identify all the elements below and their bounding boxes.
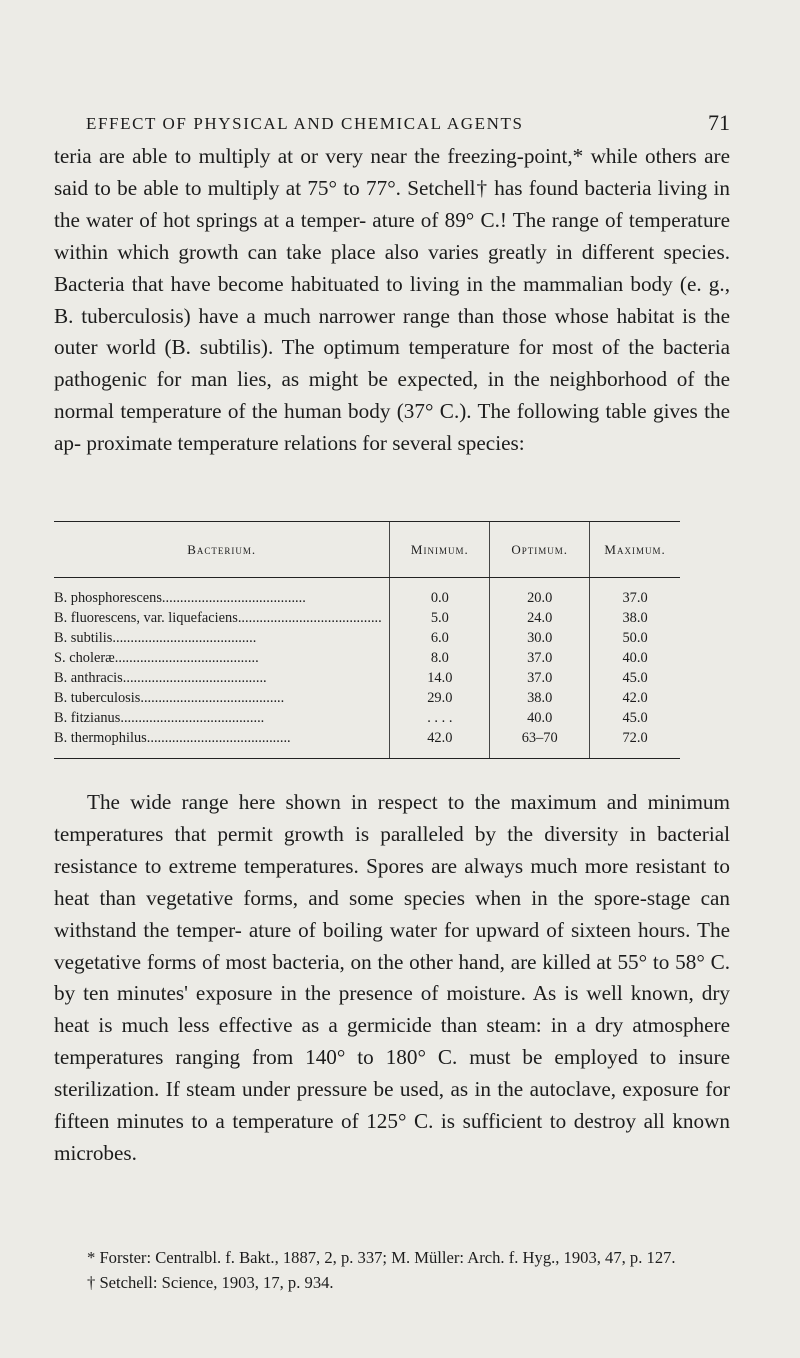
page-header [86, 108, 730, 138]
footnotes [54, 1245, 730, 1295]
temperature-table [54, 521, 680, 759]
footnote-forster: * Forster: Centralbl. f. Bakt., 1887, 2, p. 337; M. Müller: Arch. f. Hyg., 1903, 47, p. 127. [87, 1248, 676, 1267]
table-row [54, 648, 680, 668]
minimum-cell: 29.0 [390, 688, 490, 708]
header-bacterium: Bacterium. [54, 522, 390, 578]
minimum-cell: 14.0 [390, 668, 490, 688]
bacterium-name: B. tuberculosis........................................ [54, 690, 285, 706]
optimum-cell: 37.0 [490, 668, 590, 688]
maximum-cell: 50.0 [590, 628, 680, 648]
maximum-cell: 45.0 [590, 708, 680, 728]
bacterium-name: B. thermophilus........................................ [54, 728, 390, 759]
bacterium-name: B. subtilis........................................ [54, 630, 257, 646]
minimum-cell: . . . . [390, 708, 490, 728]
maximum-cell: 45.0 [590, 668, 680, 688]
table-row [54, 608, 680, 628]
table-row [54, 668, 680, 688]
footnote-setchell: † Setchell: Science, 1903, 17, p. 934. [87, 1273, 334, 1292]
maximum-cell: 40.0 [590, 648, 680, 668]
minimum-cell: 8.0 [390, 648, 490, 668]
optimum-cell: 63–70 [490, 728, 590, 759]
minimum-cell: 6.0 [390, 628, 490, 648]
bacterium-name: B. fitzianus........................................ [54, 710, 265, 726]
running-head: EFFECT OF PHYSICAL AND CHEMICAL AGENTS [86, 114, 524, 133]
minimum-cell: 0.0 [390, 578, 490, 609]
paragraph-resistance: The wide range here shown in respect to the maximum and minimum temperatures that permit growth is paralleled by the diversity in bacterial resistance to extreme temperatures. Spores are always much more resistant to heat than vegetative forms, and some species when in the spore-stage can withstand the temper- ature of boiling water for upward of sixteen hours. The vegetative forms of most bacteria, on the other hand, are killed at 55° to 58° C. by ten minutes' exposure in the presence of moisture. As is well known, dry heat is much less effective as a germicide than steam: in a dry atmosphere temperatures ranging from 140° to 180° C. must be employed to insure sterilization. If steam under pressure be used, as in the autoclave, exposure for fifteen minutes to a temperature of 125° C. is sufficient to destroy all known microbes. [54, 790, 730, 1165]
table-row [54, 578, 680, 609]
optimum-cell: 24.0 [490, 608, 590, 628]
bacterium-name: B. phosphorescens........................................ [54, 590, 306, 606]
table-row [54, 628, 680, 648]
maximum-cell: 37.0 [590, 578, 680, 609]
optimum-cell: 30.0 [490, 628, 590, 648]
table-row [54, 708, 680, 728]
optimum-cell: 37.0 [490, 648, 590, 668]
optimum-cell: 40.0 [490, 708, 590, 728]
table-header-row [54, 522, 680, 578]
minimum-cell: 5.0 [390, 608, 490, 628]
header-optimum: Optimum. [490, 522, 590, 578]
header-maximum: Maximum. [590, 522, 680, 578]
table-row [54, 688, 680, 708]
page-number: 71 [708, 110, 730, 135]
table-row [54, 728, 680, 759]
maximum-cell: 72.0 [590, 728, 680, 759]
paragraph-intro: teria are able to multiply at or very near the freezing-point,* while others are said to be able to multiply at 75° to 77°. Setchell† has found bacteria living in the water of hot springs at a temper- ature of 89° C.! The range of temperature within which growth can take place also varies greatly in different species. Bacteria that have become habituated to living in the mammalian body (e. g., B. tuberculosis) have a much narrower range than those whose habitat is the outer world (B. subtilis). The optimum temperature for most of the bacteria pathogenic for man lies, as might be expected, in the neighborhood of the normal temperature of the human body (37° C.). The following table gives the ap- proximate temperature relations for several species: [54, 144, 730, 456]
minimum-cell: 42.0 [390, 728, 490, 759]
bacterium-name: S. choleræ........................................ [54, 650, 259, 666]
bacterium-name: B. anthracis........................................ [54, 670, 267, 686]
optimum-cell: 38.0 [490, 688, 590, 708]
maximum-cell: 38.0 [590, 608, 680, 628]
optimum-cell: 20.0 [490, 578, 590, 609]
maximum-cell: 42.0 [590, 688, 680, 708]
bacterium-name: B. fluorescens, var. liquefaciens........................................ [54, 610, 382, 626]
header-minimum: Minimum. [390, 522, 490, 578]
